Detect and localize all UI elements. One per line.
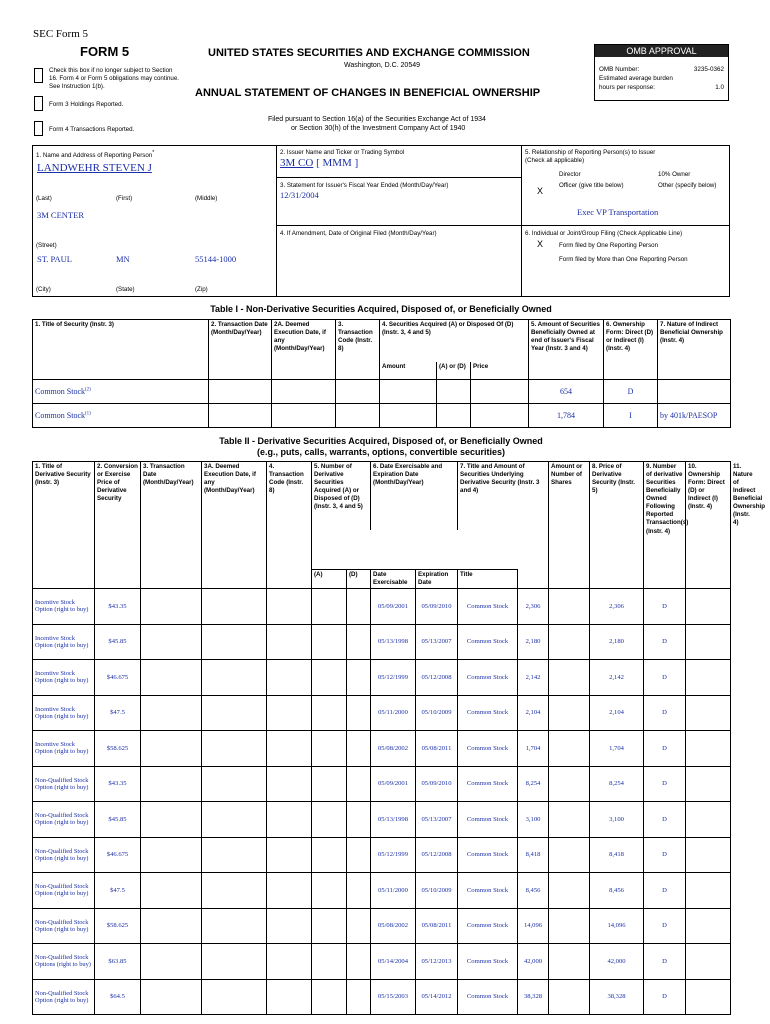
t2-number-owned: 8,418	[590, 837, 644, 873]
t2-empty-cell	[202, 731, 267, 767]
table2-row	[33, 908, 731, 944]
t2-empty-cell	[312, 589, 347, 625]
t1-empty-cell	[336, 380, 380, 404]
relationship-sub-label: (Check all applicable)	[525, 157, 585, 164]
t2-empty-cell	[141, 837, 202, 873]
last-label: (Last)	[36, 195, 52, 202]
t2-underlying-shares: 14,096	[518, 908, 549, 944]
table2-row	[33, 624, 731, 660]
t2-empty-cell	[312, 944, 347, 980]
statement-title: ANNUAL STATEMENT OF CHANGES IN BENEFICIAL OWNERSHIP	[195, 87, 541, 99]
t2-empty-cell	[312, 731, 347, 767]
relationship-label: 5. Relationship of Reporting Person(s) to Issuer	[525, 149, 656, 156]
t2-number-owned: 2,180	[590, 624, 644, 660]
t2-empty-cell	[312, 695, 347, 731]
state-label: (State)	[116, 286, 135, 293]
table2-derivative: 1. Title of Derivative Security (Instr. 3) 2. Conversion or Exercise Price of Derivative Security 3. Transaction Date (Month/Day/Year) 3A. Deemed Execution Date, if any (Month/Day/Year) 4. Transaction Code (Instr. 8) 5. Number of Derivative Securities Acquired (A) or Disposed of (D) (Instr. 3, 4 and 5) 6. Date Exercisable and Expiration Date (Month/Day/Year) 7. Title and Amount of Securities Underlying Derivative Security (Instr. 3 and 4) Amount or Number of Shares 8. Price of Derivative Security (Instr. 5) 9. Number of derivative Securities Beneficially Owned Following Reported Transaction(s) (Instr. 4) 10. Ownership Form: Direct (D) or Indirect (I) (Instr. 4) 11. Nature of Indirect Beneficial Ownership (Instr. 4) (A) (D) Date Exercisable Expiration Date Title Incentive Stock Option (right to buy) $43.35 05/09/2001 05/09/2010 Common Stock 2,306 2,306 D Incentive Stock Option (right to buy) $45.85 05/13/1998 05/13/2007 Common Stock 2,180 2,180 D Incentive Stock Option (right to buy) $46.675 05/12/1999 05/12/2008 Common Stock 2,142 2,142 D Incentive Stock Option (right to buy) $47.5 05/11/2000 05/10/2009 Common Stock 2,104 2,104 D Incentive Stock Option (right to buy) $58.625 05/08/2002 05/08/2011 Common Stock 1,704 1,704 D Non-Qualified Stock Option (right to buy) $43.35 05/09/2001 05/09/2010 Common Stock 8,254 8,254 D Non-Qualified Stock Option (right to buy) $45.85 05/13/1998 05/13/2007 Common Stock 3,100 3,100 D Non-Qualified Stock Option (right to buy) $46.675 05/12/1999 05/12/2008 Common Stock 8,418 8,418 D Non-Qualified Stock Option (right to buy) $47.5 05/11/2000 05/10/2009 Common Stock 8,456 8,456 D Non-Qualified Stock Option (right to buy) $58.625 05/08/2002 05/08/2011 Common Stock 14,096 14,096 D Non-Qualified Stock Options (right to buy) $63.85 05/14/2004 05/12/2013 Common Stock 42,000 42,000 D Non-Qualified Stock Option (right to buy) $64.5 05/15/2003 05/14/2012 Common Stock 38,328 38,328 D	[32, 461, 731, 1015]
filing-type-label: 6. Individual or Joint/Group Filing (Check Applicable Line)	[525, 230, 683, 237]
t2-expiration-date: 05/09/2010	[416, 766, 458, 802]
t2-empty-cell	[267, 837, 312, 873]
t2-empty-cell	[686, 802, 731, 838]
omb-number-value: 3235-0362	[693, 66, 724, 73]
t2-empty-cell	[686, 660, 731, 696]
t2-date-exercisable: 05/11/2000	[371, 873, 416, 909]
street-label: (Street)	[36, 242, 57, 249]
t2-header-dates: 6. Date Exercisable and Expiration Date (Month/Day/Year)	[371, 462, 458, 530]
t1-ownership-form: D	[604, 380, 658, 404]
t2-underlying-title: Common Stock	[458, 695, 518, 731]
t2-underlying-title: Common Stock	[458, 624, 518, 660]
t1-empty-cell	[471, 380, 529, 404]
t1-empty-cell	[471, 404, 529, 428]
t2-security-title: Incentive Stock Option (right to buy)	[33, 589, 95, 625]
omb-approval-box	[594, 44, 729, 101]
t2-empty-cell	[202, 766, 267, 802]
t2-empty-cell	[267, 908, 312, 944]
t2-empty-cell	[549, 908, 590, 944]
t2-empty-cell	[141, 873, 202, 909]
table2-row	[33, 979, 731, 1015]
issuer-name[interactable]: 3M CO	[280, 157, 314, 169]
t2-conversion-price: $58.625	[95, 731, 141, 767]
t2-underlying-title: Common Stock	[458, 766, 518, 802]
more-person-label: Form filed by More than One Reporting Person	[559, 256, 688, 263]
t2-empty-cell	[312, 802, 347, 838]
t2-empty-cell	[686, 731, 731, 767]
t2-empty-cell	[202, 660, 267, 696]
t2-empty-cell	[267, 731, 312, 767]
t2-underlying-title: Common Stock	[458, 979, 518, 1015]
t2-empty-cell	[686, 944, 731, 980]
t2-conversion-price: $43.35	[95, 766, 141, 802]
t2-empty-cell	[347, 660, 371, 696]
t2-security-title: Incentive Stock Option (right to buy)	[33, 731, 95, 767]
t2-empty-cell	[312, 766, 347, 802]
zip-label: (Zip)	[195, 286, 208, 293]
t1-header-nature: 7. Nature of Indirect Beneficial Ownership (Instr. 4)	[658, 320, 731, 380]
table1-row	[33, 404, 731, 428]
t2-header-underlying: 7. Title and Amount of Securities Underlying Derivative Security (Instr. 3 and 4)	[458, 462, 549, 530]
no-longer-subject-label: Check this box if no longer subject to Section 16. Form 4 or Form 5 obligations may continue. See Instruction 1(b).	[49, 67, 179, 90]
t2-underlying-title: Common Stock	[458, 589, 518, 625]
t2-empty-cell	[312, 837, 347, 873]
table2-row	[33, 589, 731, 625]
middle-label: (Middle)	[195, 195, 218, 202]
t2-empty-cell	[347, 979, 371, 1015]
t2-number-owned: 3,100	[590, 802, 644, 838]
table1-non-derivative	[32, 319, 731, 428]
table2-row	[33, 837, 731, 873]
t2-empty-cell	[202, 873, 267, 909]
t2-underlying-shares: 2,306	[518, 589, 549, 625]
t2-number-owned: 2,142	[590, 660, 644, 696]
t2-empty-cell	[312, 908, 347, 944]
one-person-label: Form filed by One Reporting Person	[559, 242, 659, 249]
t2-empty-cell	[347, 589, 371, 625]
state-value: MN	[116, 254, 130, 264]
t2-date-exercisable: 05/14/2004	[371, 944, 416, 980]
director-label: Director	[559, 171, 581, 178]
t2-underlying-shares: 2,104	[518, 695, 549, 731]
t2-empty-cell	[686, 837, 731, 873]
first-label: (First)	[116, 195, 133, 202]
t2-expiration-date: 05/10/2009	[416, 695, 458, 731]
t2-expiration-date: 05/13/2007	[416, 624, 458, 660]
t2-empty-cell	[141, 589, 202, 625]
t2-empty-cell	[141, 766, 202, 802]
t2-number-owned: 2,306	[590, 589, 644, 625]
officer-title-value: Exec VP Transportation	[577, 207, 659, 217]
omb-burden-label: Estimated average burden	[599, 75, 673, 82]
t1-header-amount: Amount	[380, 362, 437, 380]
t2-date-exercisable: 05/12/1999	[371, 837, 416, 873]
t2-empty-cell	[347, 908, 371, 944]
t2-number-owned: 14,096	[590, 908, 644, 944]
table2-row	[33, 873, 731, 909]
t2-underlying-title: Common Stock	[458, 944, 518, 980]
t2-number-owned: 1,704	[590, 731, 644, 767]
ten-percent-owner-label: 10% Owner	[658, 171, 691, 178]
t2-security-title: Non-Qualified Stock Option (right to buy)	[33, 873, 95, 909]
city-label: (City)	[36, 286, 51, 293]
t2-empty-cell	[267, 660, 312, 696]
t2-underlying-shares: 8,418	[518, 837, 549, 873]
amendment-label: 4. If Amendment, Date of Original Filed (Month/Day/Year)	[280, 230, 437, 237]
t1-security-title: Common Stock$^{(2)}$	[33, 380, 209, 404]
officer-label: Officer (give title below)	[559, 182, 624, 189]
form4-checkbox[interactable]	[34, 121, 43, 136]
t2-number-owned: 2,104	[590, 695, 644, 731]
t2-expiration-date: 05/09/2010	[416, 589, 458, 625]
t2-ownership-form: D	[644, 766, 686, 802]
t2-number-owned: 8,254	[590, 766, 644, 802]
t2-header-conversion-price: 2. Conversion or Exercise Price of Derivative Security	[95, 462, 141, 589]
t2-header-d: (D)	[347, 570, 371, 589]
t2-security-title: Non-Qualified Stock Option (right to buy)	[33, 766, 95, 802]
street-value: 3M CENTER	[37, 210, 84, 220]
t2-empty-cell	[686, 695, 731, 731]
table1-title: Table I - Non-Derivative Securities Acquired, Disposed of, or Beneficially Owned	[210, 304, 552, 314]
t2-header-ownership-form: 10. Ownership Form: Direct (D) or Indirect (I) (Instr. 4)	[686, 462, 731, 589]
t2-empty-cell	[202, 624, 267, 660]
zip-value: 55144-1000	[195, 254, 237, 264]
t2-underlying-title: Common Stock	[458, 802, 518, 838]
t2-header-underlying-amount: Amount or Number of Shares	[549, 462, 590, 570]
t1-security-title: Common Stock$^{(1)}$	[33, 404, 209, 428]
t2-conversion-price: $46.675	[95, 660, 141, 696]
t2-ownership-form: D	[644, 873, 686, 909]
t2-security-title: Non-Qualified Stock Option (right to buy)	[33, 802, 95, 838]
t1-header-a-or-d: (A) or (D)	[437, 362, 471, 380]
t2-underlying-title: Common Stock	[458, 731, 518, 767]
t2-empty-cell	[686, 979, 731, 1015]
t2-security-title: Non-Qualified Stock Options (right to buy)	[33, 944, 95, 980]
t2-empty-cell	[202, 589, 267, 625]
t1-header-title: 1. Title of Security (Instr. 3)	[33, 320, 209, 380]
t1-amount-owned: 1,784	[529, 404, 604, 428]
t2-header-a: (A)	[312, 570, 347, 589]
t2-empty-cell	[141, 624, 202, 660]
t1-empty-cell	[272, 404, 336, 428]
t2-expiration-date: 05/12/2008	[416, 837, 458, 873]
t2-empty-cell	[312, 873, 347, 909]
t2-number-owned: 8,456	[590, 873, 644, 909]
t2-empty-cell	[686, 873, 731, 909]
t1-empty-cell	[380, 404, 437, 428]
t2-empty-cell	[267, 802, 312, 838]
t2-empty-cell	[202, 837, 267, 873]
t2-empty-cell	[202, 802, 267, 838]
t2-underlying-shares: 8,254	[518, 766, 549, 802]
t2-empty-cell	[686, 766, 731, 802]
issuer-name-ticker	[280, 157, 358, 169]
form-title: FORM 5	[80, 44, 130, 59]
t2-empty-cell	[686, 908, 731, 944]
t2-conversion-price: $63.85	[95, 944, 141, 980]
officer-check-mark[interactable]: X	[537, 186, 544, 196]
reporting-person-label: 1. Name and Address of Reporting Person*	[36, 150, 155, 160]
city-value: ST. PAUL	[37, 254, 72, 264]
t2-date-exercisable: 05/13/1998	[371, 802, 416, 838]
t1-nature: by 401k/PAESOP	[658, 404, 731, 428]
other-label: Other (specify below)	[658, 182, 717, 189]
t2-empty-cell	[347, 802, 371, 838]
t2-empty-cell	[347, 873, 371, 909]
table2-row	[33, 766, 731, 802]
t2-header-deemed-date: 3A. Deemed Execution Date, if any (Month/Day/Year)	[202, 462, 267, 589]
t2-date-exercisable: 05/08/2002	[371, 908, 416, 944]
t2-underlying-shares: 3,100	[518, 802, 549, 838]
t2-date-exercisable: 05/09/2001	[371, 766, 416, 802]
t2-empty-cell	[312, 979, 347, 1015]
commission-title: UNITED STATES SECURITIES AND EXCHANGE COMMISSION	[208, 47, 530, 59]
t2-empty-cell	[686, 589, 731, 625]
t2-empty-cell	[549, 944, 590, 980]
t2-underlying-title: Common Stock	[458, 873, 518, 909]
form4-label: Form 4 Transactions Reported.	[49, 126, 135, 133]
t2-empty-cell	[267, 766, 312, 802]
t2-header-price: 8. Price of Derivative Security (Instr. 5)	[590, 462, 644, 589]
t2-empty-cell	[347, 624, 371, 660]
t2-number-owned: 38,328	[590, 979, 644, 1015]
t2-header-number-owned: 9. Number of derivative Securities Beneficially Owned Following Reported Transaction(s) (Instr. 4)	[644, 462, 686, 589]
issuer-ticker: [ MMM ]	[316, 157, 359, 169]
table2-row	[33, 944, 731, 980]
t1-empty-cell	[209, 380, 272, 404]
t2-underlying-shares: 8,456	[518, 873, 549, 909]
t2-ownership-form: D	[644, 979, 686, 1015]
t2-expiration-date: 05/13/2007	[416, 802, 458, 838]
t2-empty-cell	[549, 837, 590, 873]
t2-ownership-form: D	[644, 837, 686, 873]
t1-empty-cell	[272, 380, 336, 404]
t1-empty-cell	[437, 380, 471, 404]
t2-empty-cell	[312, 660, 347, 696]
t2-empty-cell	[686, 624, 731, 660]
t2-conversion-price: $45.85	[95, 802, 141, 838]
filed-pursuant-line1: Filed pursuant to Section 16(a) of the Securities Exchange Act of 1934	[268, 116, 486, 123]
t2-security-title: Non-Qualified Stock Option (right to buy)	[33, 908, 95, 944]
t1-header-securities-acquired: 4. Securities Acquired (A) or Disposed Of (D) (Instr. 3, 4 and 5)	[380, 320, 529, 362]
t2-empty-cell	[312, 624, 347, 660]
t2-empty-cell	[549, 624, 590, 660]
omb-hours-value: 1.0	[715, 84, 724, 91]
commission-location: Washington, D.C. 20549	[344, 62, 421, 69]
t1-header-transaction-code: 3. Transaction Code (Instr. 8)	[336, 320, 380, 380]
table1-row	[33, 380, 731, 404]
one-person-check-mark[interactable]: X	[537, 239, 544, 249]
t2-conversion-price: $45.85	[95, 624, 141, 660]
t1-amount-owned: 654	[529, 380, 604, 404]
omb-approval-title: OMB APPROVAL	[595, 45, 728, 57]
t2-expiration-date: 05/12/2008	[416, 660, 458, 696]
t2-expiration-date: 05/14/2012	[416, 979, 458, 1015]
t2-underlying-title: Common Stock	[458, 660, 518, 696]
t2-header-expiration-date: Expiration Date	[416, 570, 458, 589]
t2-empty-cell	[267, 979, 312, 1015]
t2-header-title: 1. Title of Derivative Security (Instr. 3)	[33, 462, 95, 589]
t2-empty-cell	[347, 766, 371, 802]
omb-hours-label: hours per response:	[599, 84, 656, 91]
t2-security-title: Incentive Stock Option (right to buy)	[33, 695, 95, 731]
fiscal-year-value: 12/31/2004	[280, 190, 319, 200]
t1-nature	[658, 380, 731, 404]
table2-title: Table II - Derivative Securities Acquired, Disposed of, or Beneficially Owned	[219, 436, 543, 446]
t2-date-exercisable: 05/09/2001	[371, 589, 416, 625]
form3-checkbox[interactable]	[34, 96, 43, 111]
t2-empty-cell	[141, 731, 202, 767]
t2-empty-cell	[141, 660, 202, 696]
t2-empty-cell	[267, 695, 312, 731]
t2-date-exercisable: 05/15/2003	[371, 979, 416, 1015]
t2-empty-cell	[549, 731, 590, 767]
t2-number-owned: 42,000	[590, 944, 644, 980]
sec-form-label: SEC Form 5	[33, 28, 89, 40]
t2-empty-cell	[141, 944, 202, 980]
t2-conversion-price: $47.5	[95, 695, 141, 731]
t2-ownership-form: D	[644, 908, 686, 944]
t2-header-transaction-code: 4. Transaction Code (Instr. 8)	[267, 462, 312, 589]
filed-pursuant-line2: or Section 30(h) of the Investment Company Act of 1940	[291, 125, 466, 132]
t2-security-title: Non-Qualified Stock Option (right to buy)	[33, 979, 95, 1015]
t2-empty-cell	[202, 695, 267, 731]
t2-empty-cell	[549, 695, 590, 731]
no-longer-subject-checkbox[interactable]	[34, 68, 43, 83]
t2-empty-cell	[141, 908, 202, 944]
t2-underlying-shares: 2,180	[518, 624, 549, 660]
t2-empty-cell	[549, 589, 590, 625]
t2-header-date-exercisable: Date Exercisable	[371, 570, 416, 589]
t1-ownership-form: I	[604, 404, 658, 428]
t2-ownership-form: D	[644, 660, 686, 696]
t2-empty-cell	[549, 873, 590, 909]
t2-empty-cell	[141, 802, 202, 838]
t2-conversion-price: $46.675	[95, 837, 141, 873]
t1-empty-cell	[336, 404, 380, 428]
t2-empty-cell	[347, 695, 371, 731]
fiscal-year-label: 3. Statement for Issuer's Fiscal Year Ended (Month/Day/Year)	[280, 182, 449, 189]
t1-empty-cell	[209, 404, 272, 428]
t2-security-title: Incentive Stock Option (right to buy)	[33, 660, 95, 696]
t2-underlying-shares: 1,704	[518, 731, 549, 767]
t2-empty-cell	[347, 944, 371, 980]
t2-ownership-form: D	[644, 802, 686, 838]
t2-empty-cell	[549, 979, 590, 1015]
t2-header-underlying-title: Title	[458, 570, 518, 589]
t2-conversion-price: $64.5	[95, 979, 141, 1015]
t1-empty-cell	[437, 404, 471, 428]
table2-row	[33, 802, 731, 838]
t2-underlying-title: Common Stock	[458, 837, 518, 873]
t2-underlying-shares: 38,328	[518, 979, 549, 1015]
t2-empty-cell	[347, 731, 371, 767]
t2-expiration-date: 05/08/2011	[416, 731, 458, 767]
t1-header-deemed-date: 2A. Deemed Execution Date, if any (Month/Day/Year)	[272, 320, 336, 380]
t2-date-exercisable: 05/11/2000	[371, 695, 416, 731]
omb-number-label: OMB Number:	[599, 66, 640, 73]
t2-ownership-form: D	[644, 695, 686, 731]
t2-date-exercisable: 05/08/2002	[371, 731, 416, 767]
t1-header-amount-owned: 5. Amount of Securities Beneficially Owned at end of Issuer's Fiscal Year (Instr. 3 and 4)	[529, 320, 604, 380]
t2-underlying-title: Common Stock	[458, 908, 518, 944]
t2-underlying-shares: 2,142	[518, 660, 549, 696]
t2-empty-cell	[267, 624, 312, 660]
t2-ownership-form: D	[644, 944, 686, 980]
t2-conversion-price: $47.5	[95, 873, 141, 909]
t2-expiration-date: 05/08/2011	[416, 908, 458, 944]
t2-date-exercisable: 05/13/1998	[371, 624, 416, 660]
t2-empty-cell	[267, 873, 312, 909]
t2-security-title: Incentive Stock Option (right to buy)	[33, 624, 95, 660]
t1-header-ownership-form: 6. Ownership Form: Direct (D) or Indirect (I) (Instr. 4)	[604, 320, 658, 380]
t2-empty-cell	[549, 766, 590, 802]
t2-empty-cell	[202, 944, 267, 980]
t2-expiration-date: 05/12/2013	[416, 944, 458, 980]
t1-header-transaction-date: 2. Transaction Date (Month/Day/Year)	[209, 320, 272, 380]
t1-header-price: Price	[471, 362, 529, 380]
t2-header-number-derivative: 5. Number of Derivative Securities Acquired (A) or Disposed of (D) (Instr. 3, 4 and 5)	[312, 462, 371, 530]
t2-ownership-form: D	[644, 731, 686, 767]
t2-empty-cell	[202, 979, 267, 1015]
t2-conversion-price: $58.625	[95, 908, 141, 944]
t1-empty-cell	[380, 380, 437, 404]
t2-empty-cell	[347, 837, 371, 873]
t2-header-transaction-date: 3. Transaction Date (Month/Day/Year)	[141, 462, 202, 589]
table2-row	[33, 660, 731, 696]
table2-row	[33, 731, 731, 767]
t2-date-exercisable: 05/12/1999	[371, 660, 416, 696]
t2-empty-cell	[549, 802, 590, 838]
form3-label: Form 3 Holdings Reported.	[49, 101, 124, 108]
reporting-person-name[interactable]: LANDWEHR STEVEN J	[37, 162, 152, 174]
t2-empty-cell	[141, 695, 202, 731]
t2-empty-cell	[202, 908, 267, 944]
t2-security-title: Non-Qualified Stock Option (right to buy)	[33, 837, 95, 873]
t2-expiration-date: 05/10/2009	[416, 873, 458, 909]
t2-ownership-form: D	[644, 589, 686, 625]
t2-empty-cell	[267, 589, 312, 625]
t2-empty-cell	[141, 979, 202, 1015]
table2-row	[33, 695, 731, 731]
t2-empty-cell	[267, 944, 312, 980]
t2-conversion-price: $43.35	[95, 589, 141, 625]
t2-empty-cell	[549, 660, 590, 696]
issuer-label: 2. Issuer Name and Ticker or Trading Symbol	[280, 149, 405, 156]
t2-underlying-shares: 42,000	[518, 944, 549, 980]
table2-subtitle: (e.g., puts, calls, warrants, options, convertible securities)	[256, 447, 506, 457]
t2-ownership-form: D	[644, 624, 686, 660]
